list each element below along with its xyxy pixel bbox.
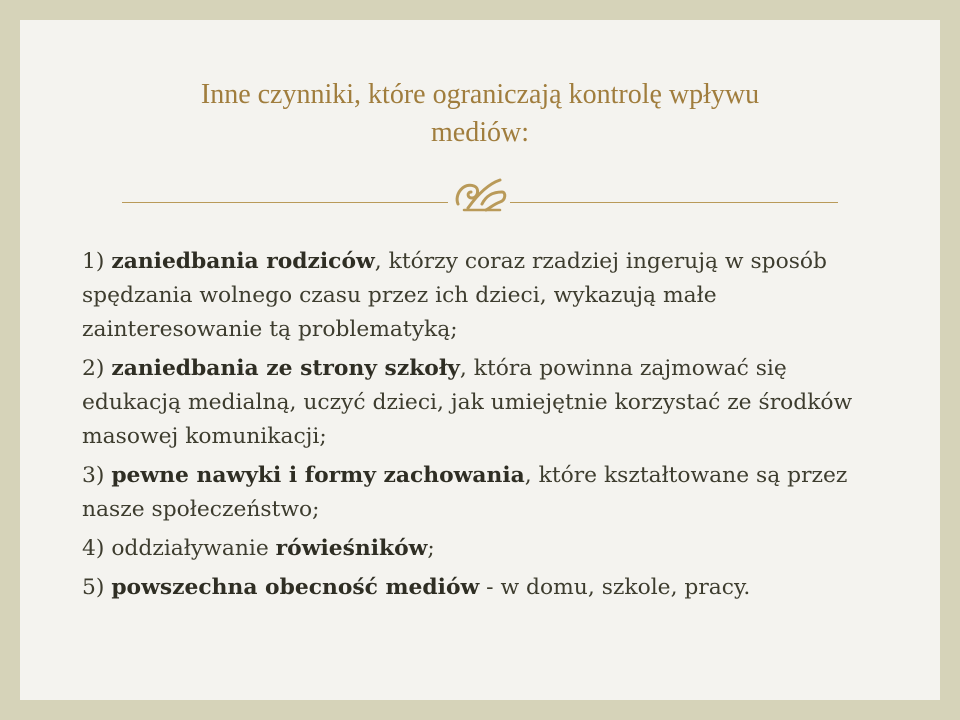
item-number: 3): [82, 463, 105, 488]
slide-title: [0, 76, 960, 152]
list-item-3: [82, 459, 892, 527]
title-line-1: Inne czynniki, które ograniczają kontrolę wpływu: [200, 79, 760, 110]
item-text: ;: [427, 536, 435, 561]
item-text: , które kształtowane są przez nasze społeczeństwo;: [82, 463, 848, 522]
item-text: , którzy coraz rzadziej ingerują w sposób spędzania wolnego czasu przez ich dzieci, wykazują małe zainteresowanie tą problematyką;: [82, 249, 828, 342]
list-item-2: [82, 352, 892, 454]
item-number: 1): [82, 249, 105, 274]
item-text: - w domu, szkole, pracy.: [479, 575, 751, 600]
decorative-scroll-icon: [452, 174, 508, 214]
title-divider: [122, 174, 838, 214]
item-prefix: oddziaływanie: [111, 536, 269, 561]
item-text: , która powinna zajmować się edukacją medialną, uczyć dzieci, jak umiejętnie korzystać ze środków masowej komunikacji;: [82, 356, 853, 449]
divider-rule-right: [510, 202, 838, 203]
item-number: 5): [82, 575, 105, 600]
item-number: 2): [82, 356, 105, 381]
item-number: 4): [82, 536, 105, 561]
item-emphasis: rówieśników: [275, 536, 428, 561]
list-item-4: [82, 532, 892, 566]
content-list: [82, 245, 892, 605]
item-emphasis: powszechna obecność mediów: [111, 575, 480, 600]
item-emphasis: zaniedbania rodziców: [111, 249, 375, 274]
list-item-5: [82, 571, 892, 605]
list-item-1: [82, 245, 892, 347]
title-line-2: mediów:: [431, 117, 529, 148]
divider-rule-left: [122, 202, 448, 203]
item-emphasis: pewne nawyki i formy zachowania: [111, 463, 525, 488]
item-emphasis: zaniedbania ze strony szkoły: [111, 356, 460, 381]
